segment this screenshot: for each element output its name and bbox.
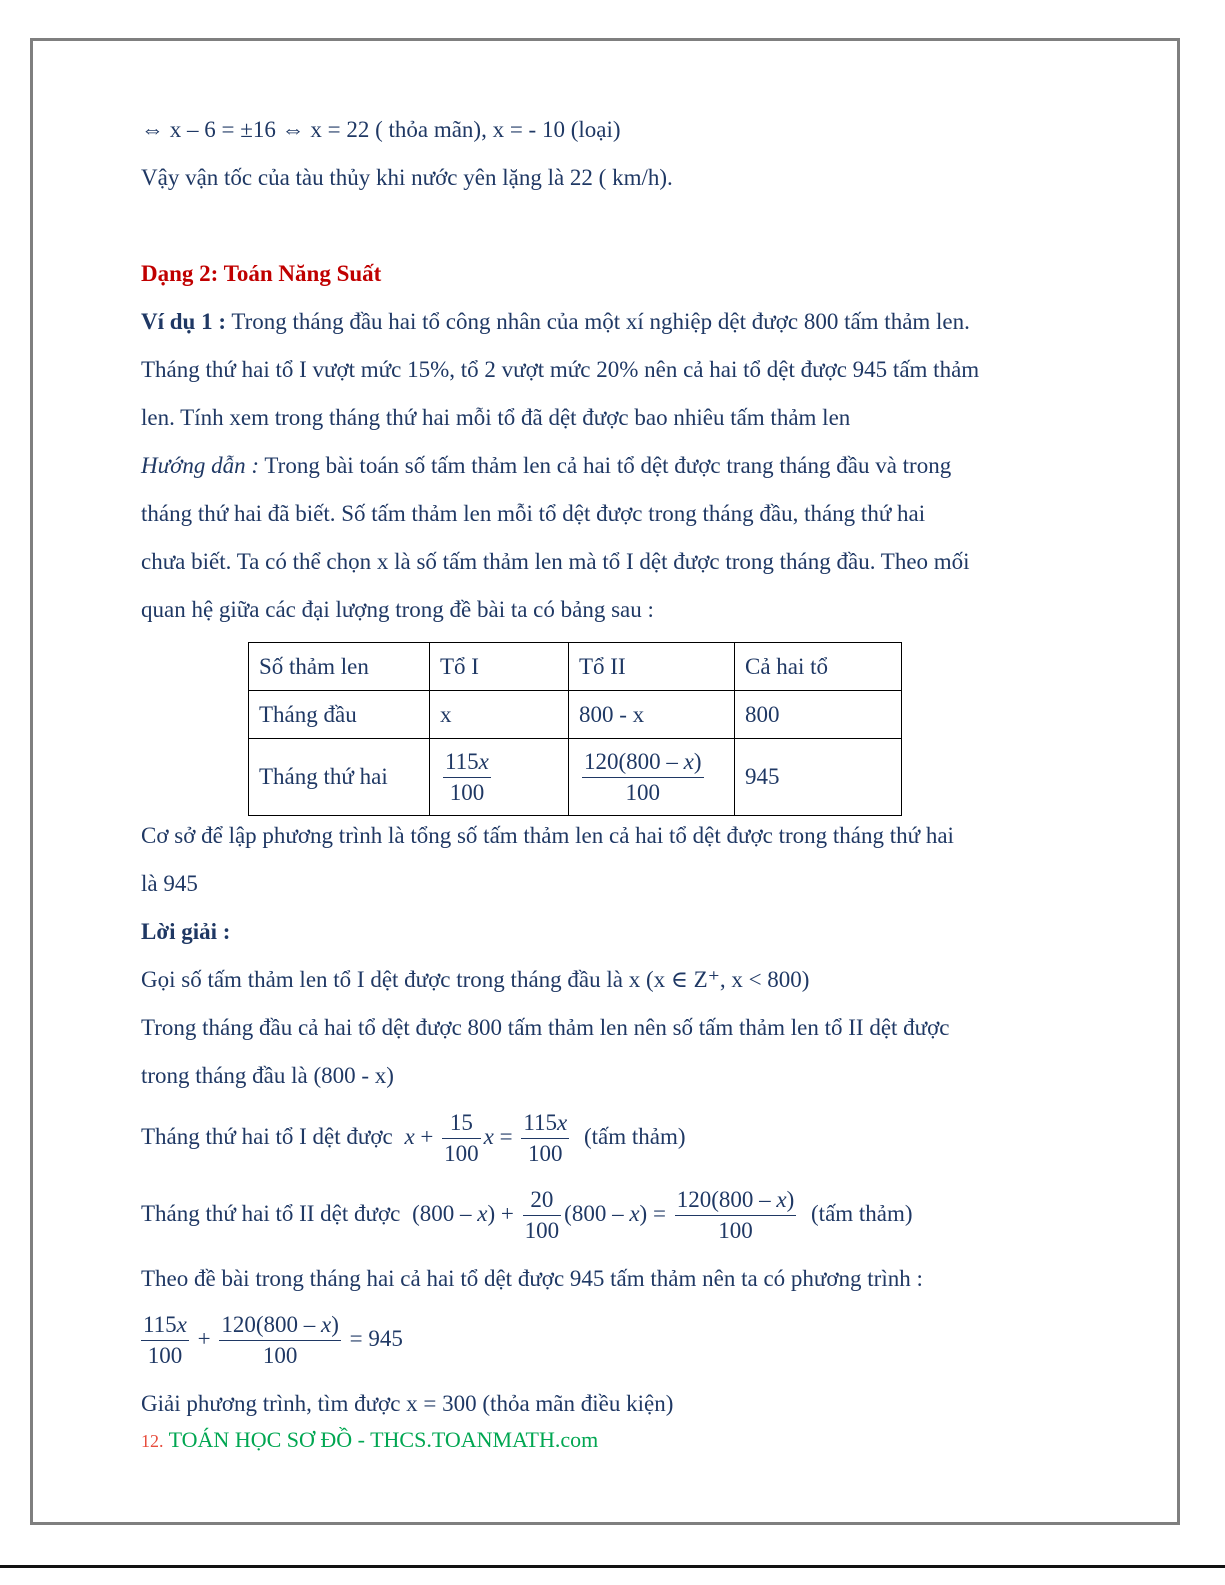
- fraction: $\frac{15}{100}$: [444, 1110, 479, 1167]
- fraction: [443, 747, 491, 808]
- basis-line-2: là 945: [141, 871, 198, 896]
- fraction: $\frac{120(800 - x)}{100}$: [221, 1312, 339, 1369]
- table-cell: 945: [735, 739, 902, 816]
- table-header-cell: Số thảm len: [249, 643, 430, 691]
- solution-line-2: Trong tháng đầu cả hai tổ dệt được 800 tấm thảm len nên số tấm thảm len tổ II dệt được: [141, 1015, 950, 1040]
- guide-text-1: Trong bài toán số tấm thảm len cả hai tổ dệt được trang tháng đầu và trong: [259, 453, 952, 478]
- fraction: $\frac{115x}{100}$: [523, 1110, 568, 1167]
- guide-line-1: [141, 442, 951, 490]
- footer-text: TOÁN HỌC SƠ ĐỒ - THCS.TOANMATH.com: [168, 1427, 599, 1452]
- table-header-row: [249, 643, 902, 691]
- fraction: $\frac{120(800 - x)}{100}$: [676, 1187, 795, 1244]
- unit-label: (tấm thảm): [583, 1124, 686, 1149]
- equation-line: ⇔ x – 6 = ±16 ⇔ x = 22 ( thỏa mãn), x = - 10 (loại): [141, 117, 621, 142]
- data-table: [248, 642, 902, 816]
- guide-line-3: chưa biết. Ta có thể chọn x là số tấm thảm len mà tổ I dệt được trong tháng đầu. Theo mối: [141, 549, 970, 574]
- guide-line-2: tháng thứ hai đã biết. Số tấm thảm len mỗi tổ dệt được trong tháng đầu, tháng thứ hai: [141, 501, 926, 526]
- guide-label: Hướng dẫn :: [141, 453, 260, 478]
- conclusion-line: Vậy vận tốc của tàu thủy khi nước yên lặng là 22 ( km/h).: [141, 165, 673, 190]
- fraction: [582, 747, 704, 808]
- table-cell: 800: [735, 691, 902, 739]
- table-cell-fraction: [569, 739, 735, 816]
- solution-line-6: Theo đề bài trong tháng hai cả hai tổ dệt được 945 tấm thảm nên ta có phương trình :: [141, 1266, 923, 1291]
- table-cell: 800 - x: [569, 691, 735, 739]
- example-text-1: Trong tháng đầu hai tổ công nhân của một xí nghiệp dệt được 800 tấm thảm len.: [226, 309, 970, 334]
- table-header-cell: Tổ II: [569, 643, 735, 691]
- solution-line-4: Tháng thứ hai tổ I dệt được x + $\frac{15}{100}$ x = $\frac{115x}{100}$ (tấm thảm): [141, 1107, 686, 1169]
- table-cell: Tháng đầu: [249, 691, 430, 739]
- guide-line-4: quan hệ giữa các đại lượng trong đề bài ta có bảng sau :: [141, 597, 654, 622]
- example-label: Ví dụ 1 :: [141, 309, 226, 334]
- example-line-2: Tháng thứ hai tổ I vượt mức 15%, tổ 2 vượt mức 20% nên cả hai tổ dệt được 945 tấm thảm: [141, 357, 980, 382]
- table-row: [249, 739, 902, 816]
- bottom-rule: [0, 1565, 1225, 1568]
- page-footer: [141, 1427, 598, 1453]
- table-cell-fraction: [430, 739, 569, 816]
- table-header-cell: Cả hai tổ: [735, 643, 902, 691]
- table-cell: Tháng thứ hai: [249, 739, 430, 816]
- unit-label: (tấm thảm): [811, 1201, 913, 1226]
- example-line-3: len. Tính xem trong tháng thứ hai mỗi tổ đã dệt được bao nhiêu tấm thảm len: [141, 405, 851, 430]
- solution-line-8: Giải phương trình, tìm được x = 300 (thỏa mãn điều kiện): [141, 1391, 674, 1416]
- example-line-1: [141, 298, 970, 346]
- table-row: [249, 691, 902, 739]
- fraction-denominator: 100: [625, 779, 661, 805]
- basis-line-1: Cơ sở để lập phương trình là tổng số tấm thảm len cả hai tổ dệt được trong tháng thứ hai: [141, 823, 954, 848]
- solution-line-5: Tháng thứ hai tổ II dệt được (800 – x) + $\frac{20}{100}$ (800 – x) = $\frac{120(800 - x)}{100}$ (tấm thảm): [141, 1184, 913, 1246]
- page-number: 12.: [141, 1431, 164, 1451]
- section-heading: Dạng 2: Toán Năng Suất: [141, 261, 382, 286]
- table-cell: x: [430, 691, 569, 739]
- fraction-denominator: 100: [449, 779, 485, 805]
- fraction-numerator: 115x: [443, 747, 491, 778]
- fraction: $\frac{20}{100}$: [524, 1187, 560, 1244]
- fraction: $\frac{115x}{100}$: [143, 1312, 187, 1369]
- fraction-numerator: 120(800 – x): [582, 747, 704, 778]
- table-header-cell: Tổ I: [430, 643, 569, 691]
- equation-line-final: $\frac{115x}{100}$ + $\frac{120(800 - x)}{100}$ = 945: [141, 1309, 403, 1371]
- solution-line-1: Gọi số tấm thảm len tổ I dệt được trong tháng đầu là x (x ∈ Z⁺, x < 800): [141, 967, 810, 992]
- solution-line-3: trong tháng đầu là (800 - x): [141, 1063, 394, 1088]
- solution-label: Lời giải :: [141, 919, 231, 944]
